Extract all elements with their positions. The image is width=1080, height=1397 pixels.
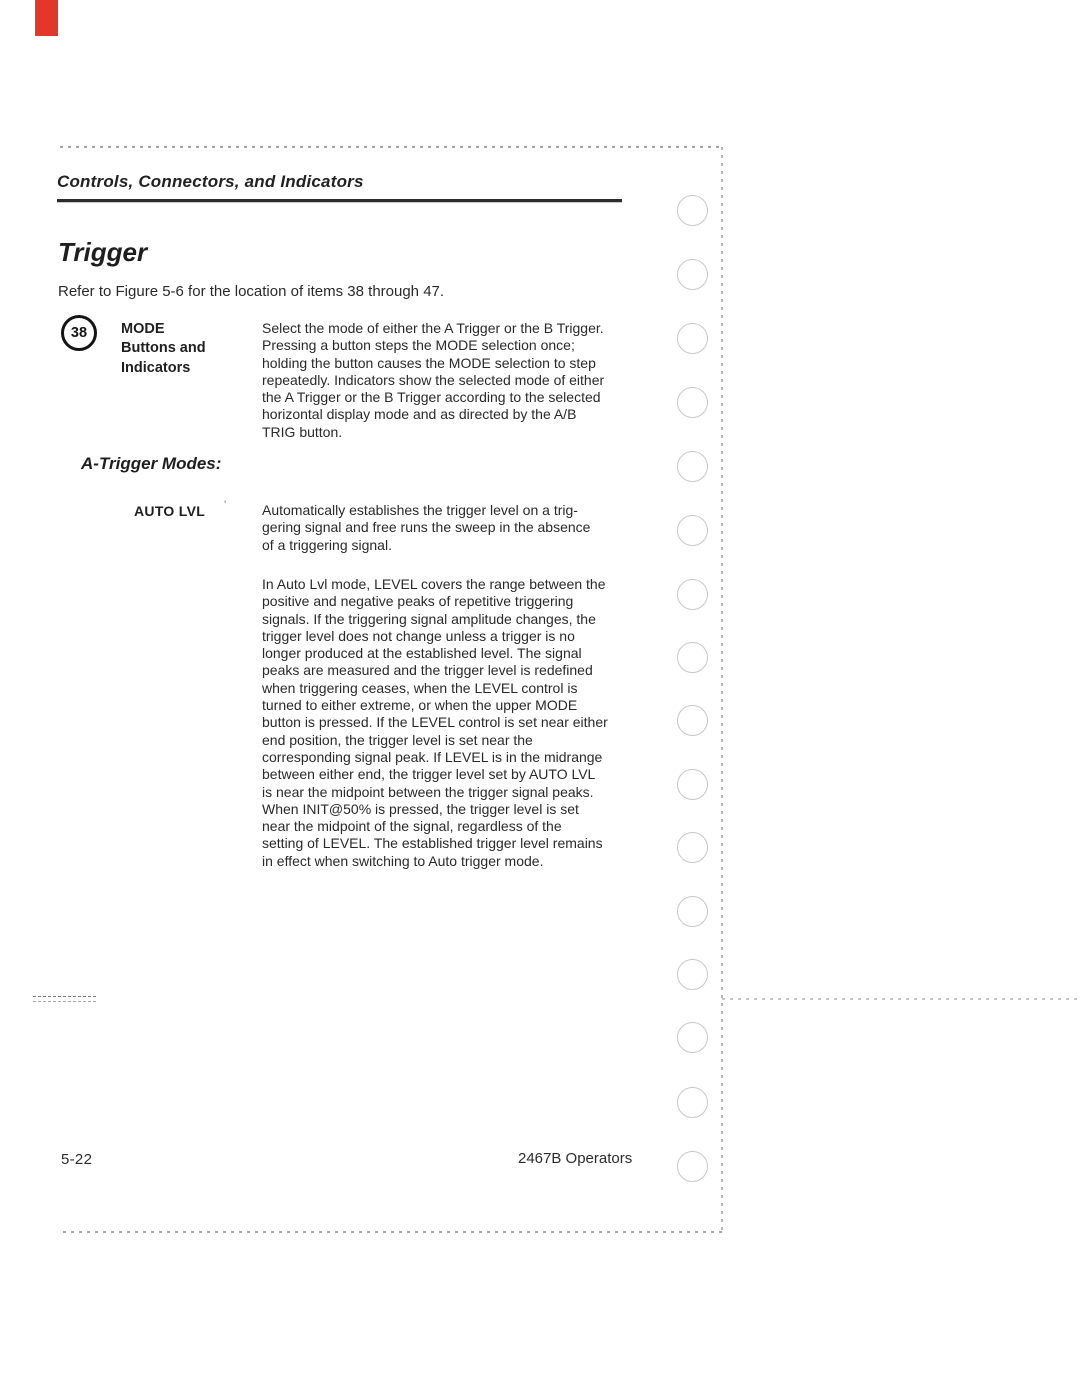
punch-hole xyxy=(677,387,708,418)
item-number-badge: 38 xyxy=(61,315,97,351)
item-label: MODE Buttons and Indicators xyxy=(121,321,206,376)
item-description: Select the mode of either the A Trigger or the B Trigger. Pressing a button steps the MODE selection once; holding the button causes the MODE selection to step repeatedly. Indicators show the selected mode of either the A Trigger or the B Trigger according to the selected horizontal display mode and as directed by the A/B TRIG button. xyxy=(262,320,605,440)
punch-hole xyxy=(677,705,708,736)
punch-hole xyxy=(677,959,708,990)
punch-hole xyxy=(677,1087,708,1118)
mode-name-label: AUTO LVL xyxy=(134,503,206,519)
punch-hole xyxy=(677,642,708,673)
page-edge-right-line xyxy=(721,147,723,1232)
adjacent-page-edge-line xyxy=(722,998,1080,1000)
red-edge-tab xyxy=(35,0,58,36)
punch-hole xyxy=(677,896,708,927)
page-number: 5-22 xyxy=(61,1151,93,1168)
doc-title-footer: 2467B Operators xyxy=(518,1150,633,1167)
page-edge-bottom-line xyxy=(63,1231,727,1233)
subsection-heading: A-Trigger Modes: xyxy=(81,454,222,473)
section-title: Trigger xyxy=(58,237,148,267)
punch-hole xyxy=(677,195,708,226)
punch-hole xyxy=(677,1151,708,1182)
intro-text: Refer to Figure 5-6 for the location of items 38 through 47. xyxy=(58,283,445,300)
punch-hole xyxy=(677,515,708,546)
punch-hole xyxy=(677,579,708,610)
punch-hole xyxy=(677,769,708,800)
punch-hole xyxy=(677,1022,708,1053)
punch-hole xyxy=(677,451,708,482)
scan-artifact-tick: ' xyxy=(224,498,227,512)
left-margin-mark xyxy=(33,996,96,1002)
header-rule xyxy=(57,199,622,202)
running-header: Controls, Connectors, and Indicators xyxy=(57,172,364,191)
auto-lvl-paragraph-2: In Auto Lvl mode, LEVEL covers the range between the positive and negative peaks of repetitive triggering signals. If the triggering signal amplitude changes, the trigger level does not change unless a trigger is no longer produced at the established level. The signal peaks are measured and the trigger level is redefined when triggering ceases, when the LEVEL control is turned to either extreme, or when the upper MODE button is pressed. If the LEVEL control is set near either end position, the trigger level is set near the corresponding signal peak. If LEVEL is in the midrange between either end, the trigger level set by AUTO LVL is near the midpoint between the trigger signal peaks. When INIT@50% is pressed, the trigger level is set near the midpoint of the signal, regardless of the setting of LEVEL. The established trigger level remains in effect when switching to Auto trigger mode. xyxy=(262,576,608,869)
punch-hole xyxy=(677,323,708,354)
auto-lvl-paragraph-1: Automatically establishes the trigger level on a trig- gering signal and free runs the sweep in the absence of a triggering signal. xyxy=(262,502,591,553)
punch-hole xyxy=(677,832,708,863)
punch-hole xyxy=(677,259,708,290)
page-edge-top-line xyxy=(60,146,720,148)
